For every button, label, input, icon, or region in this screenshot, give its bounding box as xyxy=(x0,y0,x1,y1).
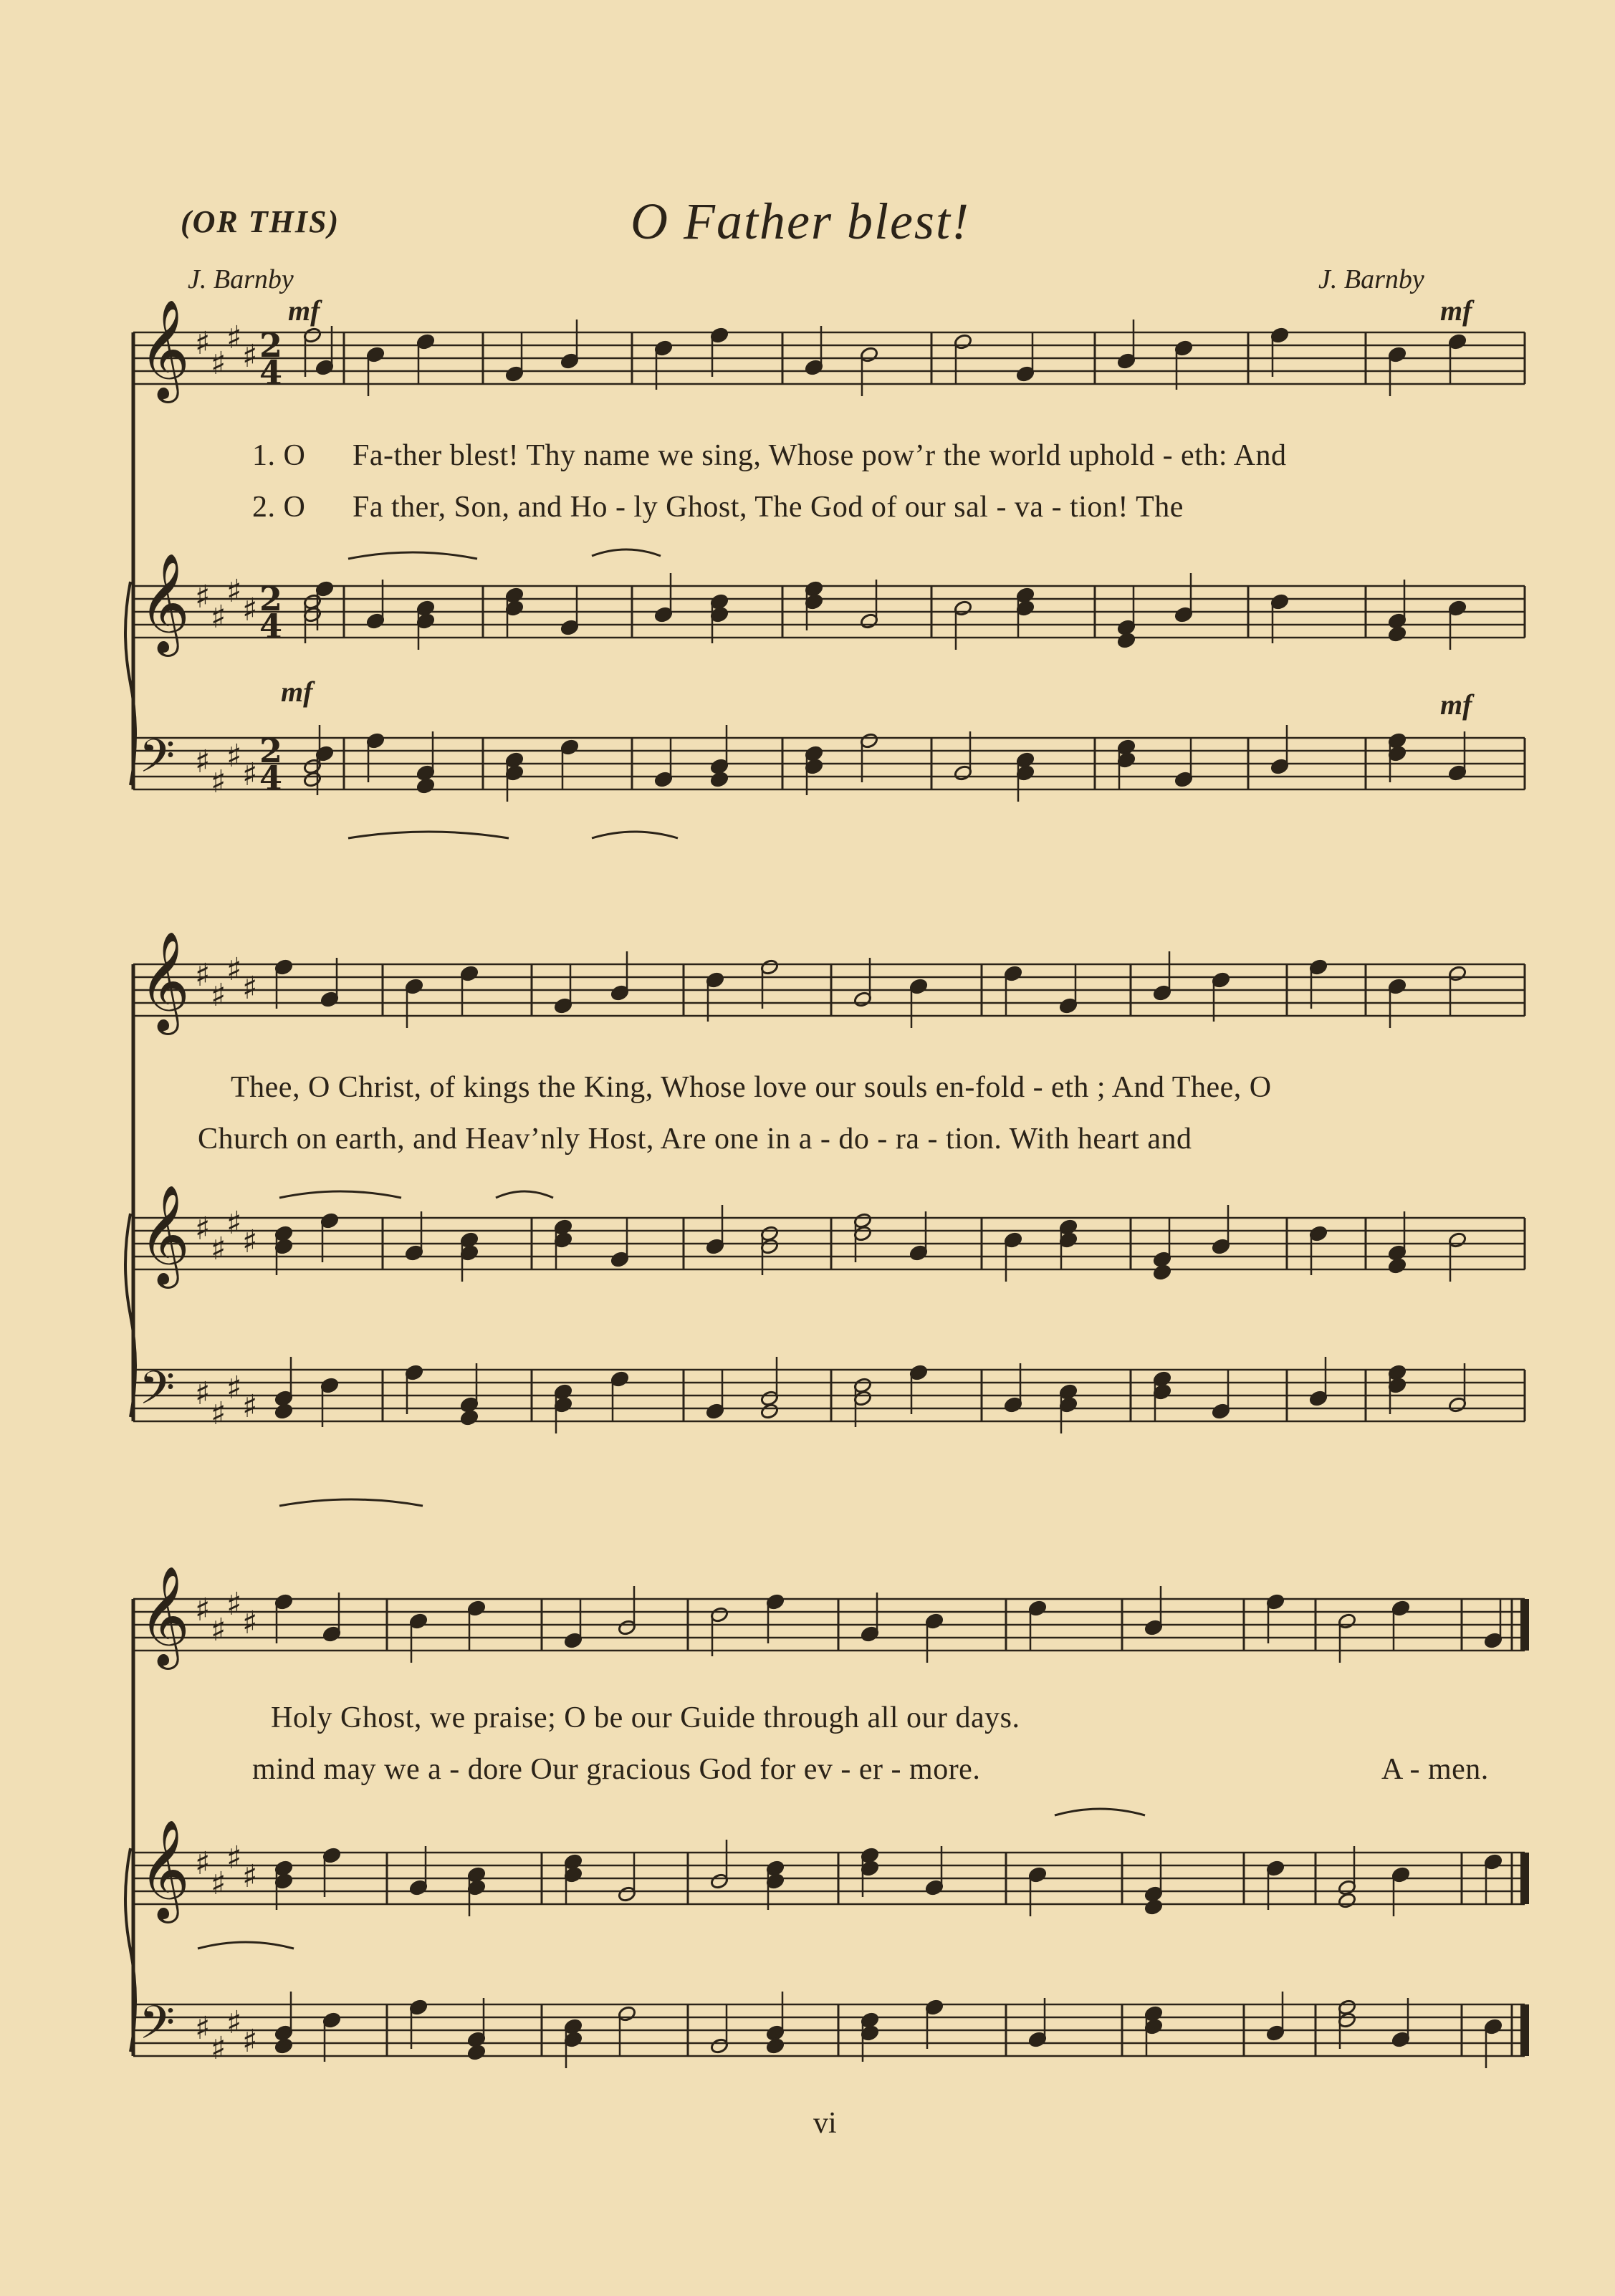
note-head xyxy=(1388,625,1407,643)
lyric-s1-v1: Fa-ther blest! Thy name we sing, Whose pow’r the world uphold - eth: And xyxy=(353,439,1287,472)
lyric-s3-v2: mind may we a - dore Our gracious God for ev - er - more. xyxy=(252,1753,981,1786)
sharp-icon: ♯ xyxy=(242,592,258,628)
slur-icon xyxy=(1055,1809,1145,1815)
sharp-icon: ♯ xyxy=(242,338,258,375)
slur-icon xyxy=(592,832,678,838)
note-head xyxy=(416,777,436,794)
slur-icon xyxy=(198,1942,294,1949)
sharp-icon: ♯ xyxy=(195,744,211,780)
lyric-s1-v2: Fa ther, Son, and Ho - ly Ghost, The God of our sal - va - tion! The xyxy=(353,491,1184,524)
sharp-icon: ♯ xyxy=(242,1858,258,1895)
lyric-s2-v1: Thee, O Christ, of kings the King, Whose love our souls en-fold - eth ; And Thee, O xyxy=(231,1071,1272,1104)
lyric-s2-v2: Church on earth, and Heav’nly Host, Are one in a - do - ra - tion. With heart and xyxy=(198,1123,1192,1156)
hymn-title: O Father blest! xyxy=(631,193,970,250)
treble-clef-icon: 𝄞 xyxy=(139,553,190,653)
note-head xyxy=(1388,1257,1407,1274)
alternate-tune-note: (OR THIS) xyxy=(181,204,340,239)
note-head xyxy=(274,2037,294,2055)
note-head xyxy=(1153,1264,1172,1281)
sharp-icon: ♯ xyxy=(211,1612,226,1648)
sharp-icon: ♯ xyxy=(226,1586,242,1623)
slur-icon xyxy=(348,832,509,838)
note-head xyxy=(467,2044,487,2061)
sharp-icon: ♯ xyxy=(211,1865,226,1902)
sharp-icon: ♯ xyxy=(195,1211,211,1247)
slur-icon xyxy=(279,1191,401,1198)
note-head xyxy=(710,771,729,788)
sharp-icon: ♯ xyxy=(211,599,226,635)
note-head xyxy=(1338,1892,1357,1909)
sharp-icon: ♯ xyxy=(211,1231,226,1267)
note-head xyxy=(1144,1898,1164,1916)
lyric-s1-v2-number: 2. O xyxy=(252,491,306,524)
slur-icon xyxy=(496,1191,553,1198)
sharp-icon: ♯ xyxy=(242,2023,258,2060)
sharp-icon: ♯ xyxy=(242,1388,258,1425)
composer-right: J. Barnby xyxy=(1318,264,1424,294)
bass-clef-icon: 𝄢 xyxy=(139,1362,176,1426)
slur-icon xyxy=(279,1499,423,1506)
sharp-icon: ♯ xyxy=(195,957,211,994)
sharp-icon: ♯ xyxy=(226,951,242,988)
bass-clef-icon: 𝄢 xyxy=(139,730,176,794)
note-head xyxy=(766,2037,785,2055)
note-head xyxy=(760,1403,780,1420)
lyric-amen: A - men. xyxy=(1381,1753,1489,1786)
dynamic-piano-start: mf xyxy=(281,676,313,708)
sharp-icon: ♯ xyxy=(226,1840,242,1876)
note-head xyxy=(460,1409,479,1426)
sharp-icon: ♯ xyxy=(226,573,242,610)
note-head xyxy=(1117,632,1136,649)
sharp-icon: ♯ xyxy=(226,2004,242,2041)
sharp-icon: ♯ xyxy=(211,977,226,1014)
sharp-icon: ♯ xyxy=(226,738,242,774)
time-signature-top: 2 xyxy=(259,731,283,770)
slur-icon xyxy=(592,549,661,556)
note-head xyxy=(303,771,322,788)
time-signature-bottom: 4 xyxy=(259,353,283,392)
lyric-s1-v1-number: 1. O xyxy=(252,439,306,472)
sharp-icon: ♯ xyxy=(195,325,211,362)
sharp-icon: ♯ xyxy=(211,764,226,800)
dynamic-voice-repeat: mf xyxy=(1440,294,1472,327)
sharp-icon: ♯ xyxy=(226,1205,242,1241)
bass-clef-icon: 𝄢 xyxy=(139,1997,176,2061)
sharp-icon: ♯ xyxy=(226,320,242,356)
sharp-icon: ♯ xyxy=(242,1224,258,1260)
sharp-icon: ♯ xyxy=(242,1605,258,1641)
treble-clef-icon: 𝄞 xyxy=(139,1566,190,1666)
time-signature-bottom: 4 xyxy=(259,759,283,797)
treble-clef-icon: 𝄞 xyxy=(139,1185,190,1284)
composer-left: J. Barnby xyxy=(188,264,294,294)
sharp-icon: ♯ xyxy=(211,345,226,382)
note-head xyxy=(274,1403,294,1420)
sharp-icon: ♯ xyxy=(195,1375,211,1412)
treble-clef-icon: 𝄞 xyxy=(139,1820,190,1919)
page-number: vi xyxy=(813,2107,837,2140)
slur-icon xyxy=(348,552,477,559)
time-signature-bottom: 4 xyxy=(259,607,283,645)
treble-clef-icon: 𝄞 xyxy=(139,931,190,1031)
dynamic-voice-start: mf xyxy=(288,294,320,327)
dynamic-piano-repeat: mf xyxy=(1440,688,1472,721)
sharp-icon: ♯ xyxy=(242,970,258,1007)
treble-clef-icon: 𝄞 xyxy=(139,299,190,399)
lyric-s3-v1: Holy Ghost, we praise; O be our Guide through all our days. xyxy=(271,1701,1020,1734)
time-signature-top: 2 xyxy=(259,580,283,618)
sharp-icon: ♯ xyxy=(195,2010,211,2047)
sharp-icon: ♯ xyxy=(211,2030,226,2067)
time-signature-top: 2 xyxy=(259,326,283,365)
sharp-icon: ♯ xyxy=(211,1396,226,1432)
sharp-icon: ♯ xyxy=(242,756,258,793)
sharp-icon: ♯ xyxy=(195,1845,211,1882)
sharp-icon: ♯ xyxy=(226,1370,242,1406)
sharp-icon: ♯ xyxy=(195,579,211,615)
sharp-icon: ♯ xyxy=(195,1592,211,1628)
